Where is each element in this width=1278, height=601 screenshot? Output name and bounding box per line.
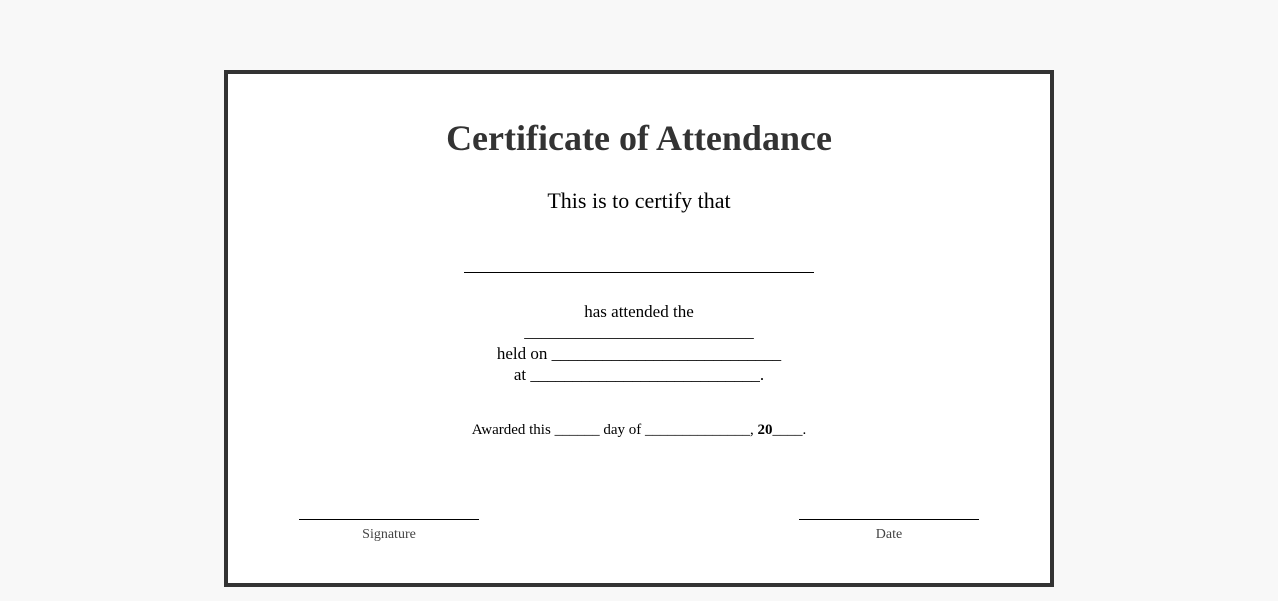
comma-separator: , [749, 422, 758, 438]
attended-text: has attended the [584, 302, 694, 321]
signature-line [299, 519, 479, 520]
location-blank: ___________________________ [530, 365, 760, 384]
held-on-label: held on [496, 344, 552, 363]
certificate-frame [224, 70, 1054, 587]
certificate-title: Certificate of Attendance [446, 118, 832, 158]
signature-label: Signature [362, 527, 416, 542]
held-on-blank: ___________________________ [551, 344, 782, 363]
awarded-label: Awarded this [471, 422, 555, 438]
event-blank: ___________________________ [524, 322, 754, 341]
certify-text: This is to certify that [547, 188, 731, 213]
date-line [799, 519, 979, 520]
year-prefix: 20 [757, 422, 773, 438]
day-blank: ______ [554, 422, 600, 438]
day-of-label: day of [599, 422, 645, 438]
awarded-line [228, 420, 1050, 440]
year-blank: ____ [772, 422, 803, 438]
at-label: at [513, 365, 531, 384]
recipient-name-line [464, 272, 814, 273]
location-period: . [759, 365, 765, 384]
held-on-line [228, 344, 1050, 364]
location-line [228, 365, 1050, 385]
date-label: Date [875, 527, 903, 542]
awarded-period: . [802, 422, 807, 438]
event-line [228, 322, 1050, 342]
month-blank: ______________ [644, 422, 750, 438]
